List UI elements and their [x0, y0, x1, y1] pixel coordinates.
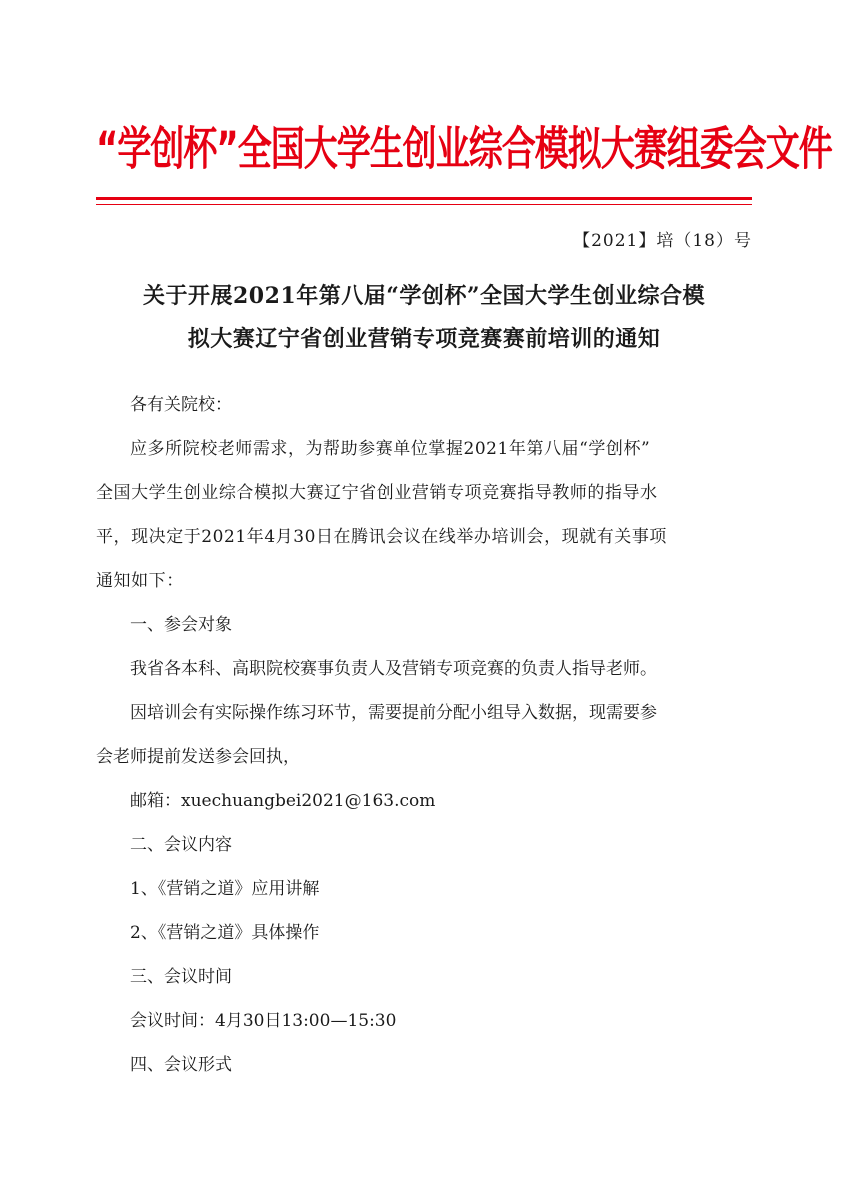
- salutation-block: [96, 383, 752, 427]
- section-2-heading: 二、会议内容: [130, 835, 232, 855]
- document-number: 【2021】培（18）号: [573, 231, 752, 251]
- intro-line-1: 应多所院校老师需求，为帮助参赛单位掌握2021年第八届“学创杯”: [130, 439, 651, 459]
- section-3-heading: 三、会议时间: [130, 967, 232, 987]
- intro-paragraph: [96, 427, 752, 603]
- notice-title: [96, 275, 752, 361]
- notice-title-line-1: 关于开展2021年第八届“学创杯”全国大学生创业综合模: [142, 283, 706, 309]
- section-1-text: 我省各本科、高职院校赛事负责人及营销专项竞赛的负责人指导老师。: [130, 659, 657, 679]
- intro-line-3: 平，现决定于2021年4月30日在腾讯会议在线举办培训会，现就有关事项: [96, 527, 667, 547]
- section-1-note-line-2: 会老师提前发送参会回执，: [96, 747, 300, 767]
- section-1-note-line-1: 因培训会有实际操作练习环节，需要提前分配小组导入数据，现需要参: [130, 703, 657, 723]
- section-4-heading: 四、会议形式: [130, 1055, 232, 1075]
- sections-block: [96, 603, 752, 1087]
- header-rule-thin: [96, 204, 752, 205]
- section-2-item-2: 2、《营销之道》具体操作: [130, 923, 320, 943]
- header-rule-thick: [96, 197, 752, 200]
- section-1-heading: 一、参会对象: [130, 615, 232, 635]
- intro-line-2: 全国大学生创业综合模拟大赛辽宁省创业营销专项竞赛指导教师的指导水: [96, 483, 658, 503]
- org-header-title: “学创杯”全国大学生创业综合模拟大赛组委会文件: [96, 122, 832, 177]
- notice-title-line-2: 拟大赛辽宁省创业营销专项竞赛赛前培训的通知: [187, 326, 661, 352]
- intro-line-4: 通知如下：: [96, 571, 184, 591]
- salutation: 各有关院校：: [130, 395, 232, 415]
- contact-email: 邮箱：xuechuangbei2021@163.com: [130, 791, 436, 811]
- section-2-item-1: 1、《营销之道》应用讲解: [130, 879, 320, 899]
- section-3-text: 会议时间：4月30日13:00—15:30: [130, 1011, 397, 1031]
